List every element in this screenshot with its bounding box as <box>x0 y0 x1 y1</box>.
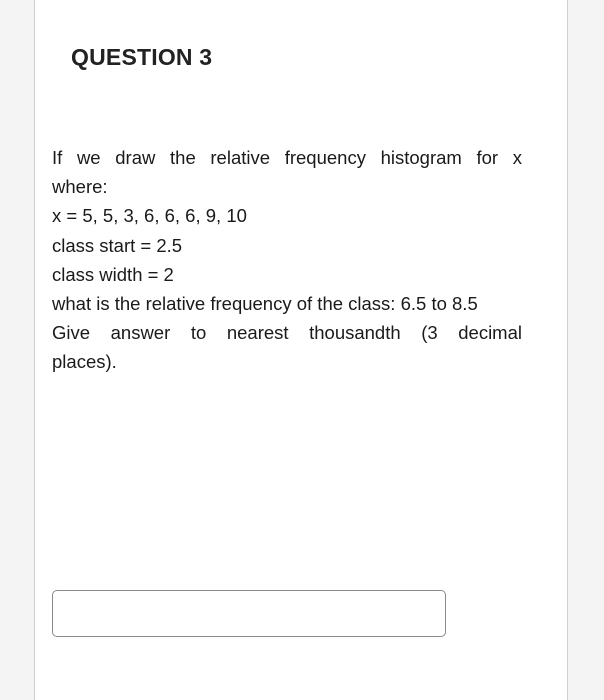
class-width-line: class width = 2 <box>52 263 174 285</box>
question-body <box>52 143 522 377</box>
answer-input[interactable] <box>52 590 446 637</box>
data-values-line: x = 5, 5, 3, 6, 6, 6, 9, 10 <box>52 205 247 227</box>
question-ask-line: what is the relative frequency of the class: 6.5 to 8.5 <box>52 293 478 315</box>
question-text-line: where: <box>52 176 108 198</box>
question-card <box>34 0 568 700</box>
question-text-line: If we draw the relative frequency histogram for x <box>52 147 522 168</box>
instruction-line: places). <box>52 351 117 373</box>
class-start-line: class start = 2.5 <box>52 234 183 256</box>
question-title: QUESTION 3 <box>71 44 213 70</box>
instruction-line: Give answer to nearest thousandth (3 decimal <box>52 322 522 344</box>
